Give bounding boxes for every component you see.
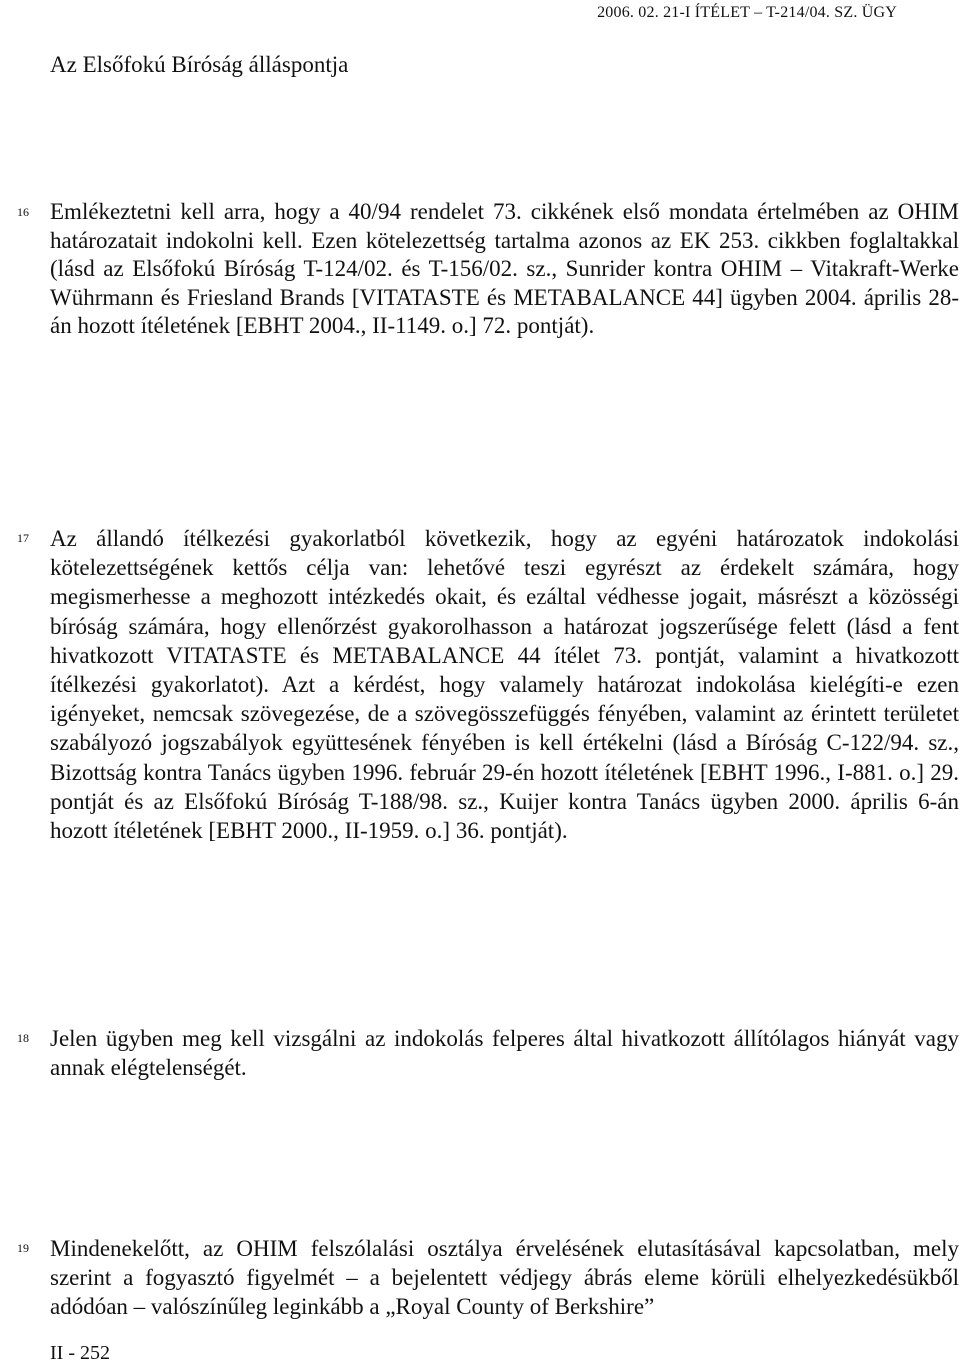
paragraph-number: 18	[17, 1031, 29, 1045]
section-heading: Az Elsőfokú Bíróság álláspontja	[50, 52, 349, 77]
paragraph-text: Az állandó ítélkezési gyakorlatból következik, hogy az egyéni határozatok indokolási kötelezettségének kettős célja van: lehetővé teszi egyrészt az érdekelt számára, hogy megismerhesse a meghozott intézkedés okait, és ezáltal védhesse jogait, másrészt a közösségi bíróság számára, hogy ellenőrzést gyakorolhasson a határozat jogszerűsége felett (lásd a fent hivatkozott VITATASTE és METABALANCE 44 ítélet 73. pontját, valamint a hivatkozott ítélkezési gyakorlatot). Azt a kérdést, hogy valamely határozat indokolása kielégíti-e ezen igényeket, nemcsak szövegezése, de a szövegösszefüggés fényében, valamint az érintett területet szabályozó jogszabályok együttesének fényében is kell értékelni (lásd a Bíróság C-122/94. sz., Bizottság kontra Tanács ügyben 1996. február 29-én hozott ítéletének [EBHT 1996., I-881. o.] 29. pontját és az Elsőfokú Bíróság T-188/98. sz., Kuijer kontra Tanács ügyben 2000. április 6-án hozott ítéletének [EBHT 2000., II-1959. o.] 36. pontját).	[50, 526, 959, 844]
paragraph-text: Jelen ügyben meg kell vizsgálni az indokolás felperes által hivatkozott állítólagos hiányát vagy annak elégtelenségét.	[50, 1026, 959, 1081]
paragraph-number: 19	[17, 1241, 29, 1255]
paragraph-text: Mindenekelőtt, az OHIM felszólalási osztálya érvelésének elutasításával kapcsolatban, mely szerint a fogyasztó figyelmét – a bejelentett védjegy ábrás eleme körüli elhelyezkedésükből adódóan – valószínűleg leginkább a „Royal County of Berkshire”	[50, 1236, 959, 1320]
paragraph-number: 16	[17, 205, 29, 219]
paragraph-text: Emlékeztetni kell arra, hogy a 40/94 rendelet 73. cikkének első mondata értelmében az OHIM határozatait indokolni kell. Ezen kötelezettség tartalma azonos az EK 253. cikkben foglaltakkal (lásd az Elsőfokú Bíróság T-124/02. és T-156/02. sz., Sunrider kontra OHIM – Vitakraft-Werke Wührmann és Friesland Brands [VITATASTE és METABALANCE 44] ügyben 2004. április 28-án hozott ítéletének [EBHT 2004., II-1149. o.] 72. pontját).	[50, 199, 959, 339]
running-header: 2006. 02. 21-I ÍTÉLET – T-214/04. SZ. ÜGY	[597, 4, 897, 21]
paragraph-number: 17	[17, 531, 29, 545]
page-number: II - 252	[50, 1342, 110, 1364]
